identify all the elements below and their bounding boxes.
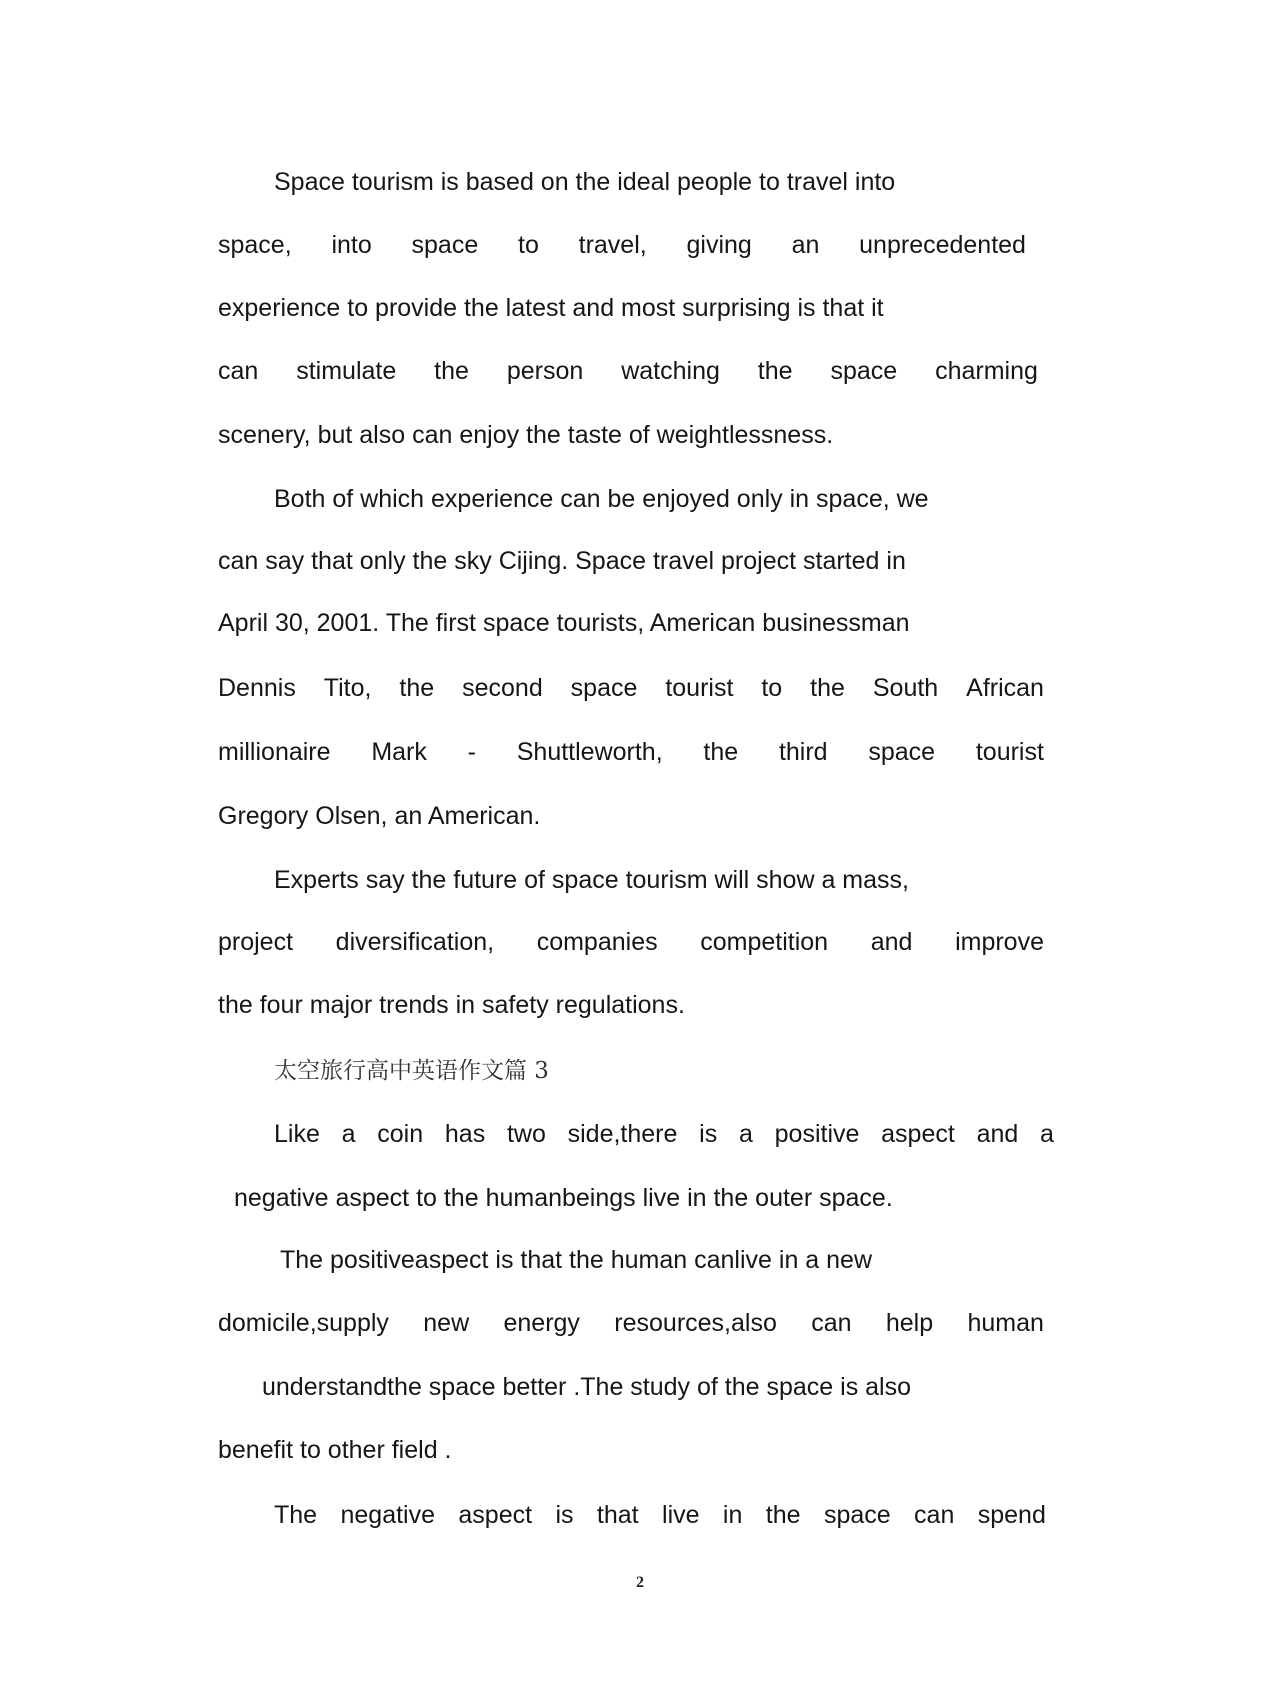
text-line: The positiveaspect is that the human canlive in a new [280,1246,873,1274]
text-line: negative aspect to the humanbeings live in the outer space. [234,1184,893,1212]
text-line: the four major trends in safety regulations. [218,991,685,1019]
text-line: April 30, 2001. The first space tourists, American businessman [218,609,910,637]
text-line: scenery, but also can enjoy the taste of weightlessness. [218,421,834,449]
text-line: domicile,supply new energy resources,also can help human [218,1309,1044,1337]
text-line: can say that only the sky Cijing. Space travel project started in [218,547,906,575]
text-line: millionaire Mark - Shuttleworth, the third space tourist [218,738,1044,766]
section-heading: 太空旅行高中英语作文篇 3 [274,1058,549,1084]
text-line: Dennis Tito, the second space tourist to the South African [218,674,1044,702]
text-line: Space tourism is based on the ideal people to travel into [274,168,896,196]
text-line: Gregory Olsen, an American. [218,802,541,830]
text-line: project diversification, companies competition and improve [218,928,1044,956]
text-line: space, into space to travel, giving an unprecedented [218,231,1026,259]
text-line: benefit to other field . [218,1436,452,1464]
text-line: can stimulate the person watching the space charming [218,357,1038,385]
text-line: Like a coin has two side,there is a positive aspect and a [274,1120,1054,1148]
text-line: Both of which experience can be enjoyed only in space, we [274,485,929,513]
text-line: Experts say the future of space tourism will show a mass, [274,866,909,894]
page-number: 2 [636,1574,644,1591]
text-line: experience to provide the latest and most surprising is that it [218,294,884,322]
text-line: understandthe space better .The study of the space is also [262,1373,912,1401]
text-line: The negative aspect is that live in the space can spend [274,1501,1046,1529]
